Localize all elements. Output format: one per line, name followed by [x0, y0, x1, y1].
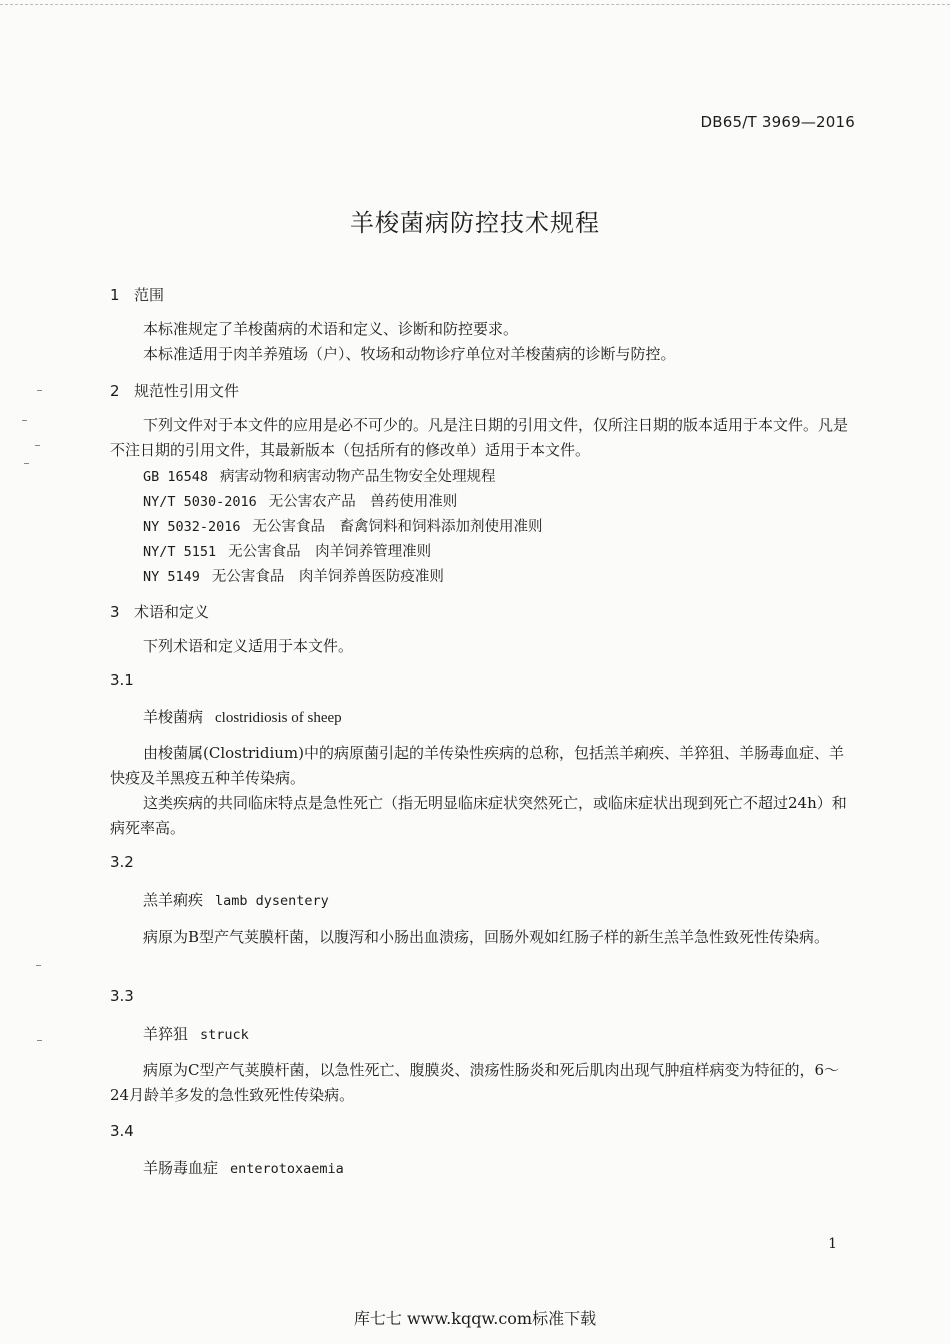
reference-code: GB 16548 [143, 469, 209, 485]
term-definition: 这类疾病的共同临床特点是急性死亡（指无明显临床症状突然死亡，或临床症状出现到死亡不超过24h）和病死率高。 [110, 794, 847, 837]
term-definition: 病原为C型产气荚膜杆菌，以急性死亡、腹膜炎、溃疡性肠炎和死后肌肉出现气肿疽样病变为特征的，6～24月龄羊多发的急性致死性传染病。 [110, 1061, 840, 1104]
term-heading [143, 1157, 344, 1178]
section-2-heading [110, 380, 239, 401]
document-title: 羊梭菌病防控技术规程 [350, 209, 600, 237]
term-heading [143, 706, 342, 727]
scan-speck [24, 463, 29, 464]
term-english: struck [200, 1027, 249, 1043]
reference-item [143, 540, 431, 561]
reference-code: NY 5149 [143, 569, 200, 585]
page-number: 1 [828, 1236, 837, 1252]
reference-title: 无公害食品 肉羊饲养兽医防疫准则 [211, 569, 444, 585]
standard-code: DB65/T 3969—2016 [700, 113, 855, 131]
scan-speck [37, 390, 42, 391]
term-chinese: 羊猝狙 [143, 1025, 189, 1043]
section-3-heading [110, 601, 209, 622]
section-1-heading [110, 284, 164, 305]
term-definition: 由梭菌属(Clostridium)中的病原菌引起的羊传染性疾病的总称，包括羔羊痢疾、羊猝狙、羊肠毒血症、羊快疫及羊黑疫五种羊传染病。 [110, 744, 844, 787]
scan-speck [36, 965, 41, 966]
term-definition: 病原为B型产气荚膜杆菌，以腹泻和小肠出血溃疡，回肠外观如红肠子样的新生羔羊急性致死性传染病。 [143, 928, 830, 946]
term-number: 3.1 [110, 671, 134, 689]
reference-title: 无公害食品 畜禽饲料和饲料添加剂使用准则 [252, 519, 543, 535]
reference-title: 无公害食品 肉羊饲养管理准则 [228, 544, 432, 560]
term-heading [143, 889, 329, 910]
term-number: 3.4 [110, 1122, 134, 1140]
scan-top-edge [0, 0, 950, 5]
reference-item [143, 490, 457, 511]
scan-speck [35, 445, 40, 446]
scan-speck [37, 1040, 42, 1041]
term-english: lamb dysentery [215, 893, 329, 909]
section-title: 规范性引用文件 [134, 382, 240, 400]
term-number: 3.3 [110, 987, 134, 1005]
reference-code: NY/T 5030-2016 [143, 494, 257, 510]
reference-title: 病害动物和病害动物产品生物安全处理规程 [220, 469, 496, 485]
section-title: 范围 [134, 286, 165, 304]
term-number: 3.2 [110, 853, 134, 871]
term-english: enterotoxaemia [230, 1161, 344, 1177]
term-chinese: 羔羊痢疾 [143, 891, 204, 909]
reference-title: 无公害农产品 兽药使用准则 [268, 494, 458, 510]
term-heading [143, 1023, 249, 1044]
section-number: 1 [110, 286, 120, 304]
term-english: clostridiosis of sheep [215, 710, 342, 726]
paragraph: 下列文件对于本文件的应用是必不可少的。凡是注日期的引用文件，仅所注日期的版本适用于本文件。凡是不注日期的引用文件，其最新版本（包括所有的修改单）适用于本文件。 [110, 416, 849, 459]
section-title: 术语和定义 [134, 603, 210, 621]
term-chinese: 羊肠毒血症 [143, 1159, 219, 1177]
reference-code: NY/T 5151 [143, 544, 217, 560]
section-number: 2 [110, 382, 120, 400]
paragraph: 本标准适用于肉羊养殖场（户）、牧场和动物诊疗单位对羊梭菌病的诊断与防控。 [143, 345, 676, 363]
section-number: 3 [110, 603, 120, 621]
reference-item [143, 565, 444, 586]
watermark-footer: 库七七 www.kqqw.com标准下载 [353, 1309, 597, 1328]
reference-item [143, 465, 496, 486]
term-chinese: 羊梭菌病 [143, 708, 204, 726]
scan-speck [22, 420, 27, 421]
reference-item [143, 515, 543, 536]
paragraph: 下列术语和定义适用于本文件。 [143, 637, 354, 655]
reference-code: NY 5032-2016 [143, 519, 241, 535]
paragraph: 本标准规定了羊梭菌病的术语和定义、诊断和防控要求。 [143, 320, 519, 338]
